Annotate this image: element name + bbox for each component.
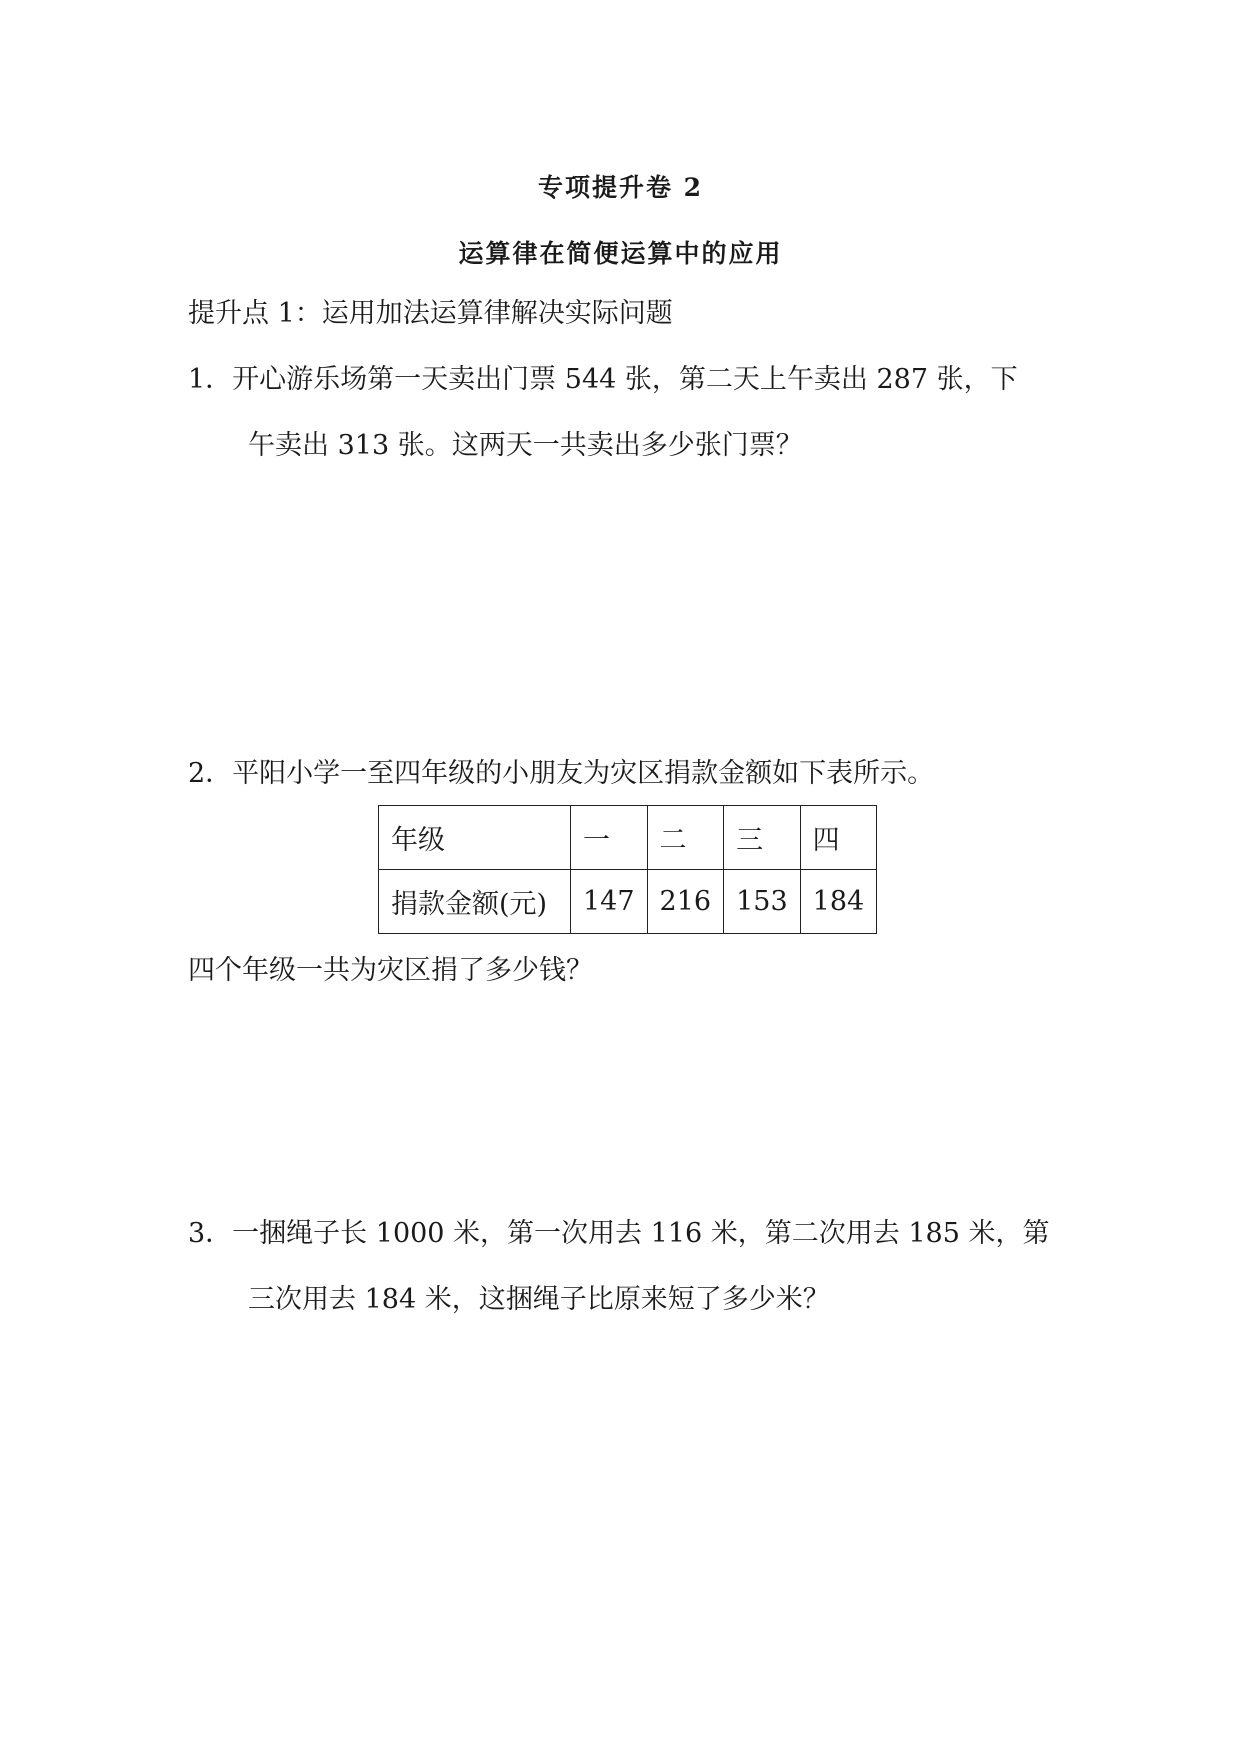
grade-cell: 三 — [724, 806, 801, 870]
amount-cell: 216 — [647, 870, 724, 934]
table-row — [379, 806, 877, 870]
amount-cell: 147 — [571, 870, 648, 934]
amount-cell: 153 — [724, 870, 801, 934]
table-header-amount: 捐款金额(元) — [379, 870, 571, 934]
question-2-line-1: 2．平阳小学一至四年级的小朋友为灾区捐款金额如下表所示。 — [188, 758, 935, 789]
grade-cell: 四 — [800, 806, 877, 870]
question-3-line-1: 3．一捆绳子长 1000 米，第一次用去 116 米，第二次用去 185 米，第 — [188, 1218, 1050, 1249]
question-1-line-1: 1．开心游乐场第一天卖出门票 544 张，第二天上午卖出 287 张，下 — [188, 364, 1018, 395]
question-2-prompt: 四个年级一共为灾区捐了多少钱？ — [188, 955, 593, 986]
section-heading: 提升点 1：运用加法运算律解决实际问题 — [188, 298, 673, 329]
table-row — [379, 870, 877, 934]
question-3-line-2: 三次用去 184 米，这捆绳子比原来短了多少米？ — [248, 1284, 830, 1315]
question-1-line-2: 午卖出 313 张。这两天一共卖出多少张门票？ — [248, 430, 803, 461]
donation-table — [378, 805, 877, 934]
grade-cell: 一 — [571, 806, 648, 870]
amount-cell: 184 — [800, 870, 877, 934]
page-subtitle: 运算律在简便运算中的应用 — [458, 239, 783, 268]
table-header-grade: 年级 — [379, 806, 571, 870]
page-title: 专项提升卷 2 — [537, 173, 704, 202]
grade-cell: 二 — [647, 806, 724, 870]
